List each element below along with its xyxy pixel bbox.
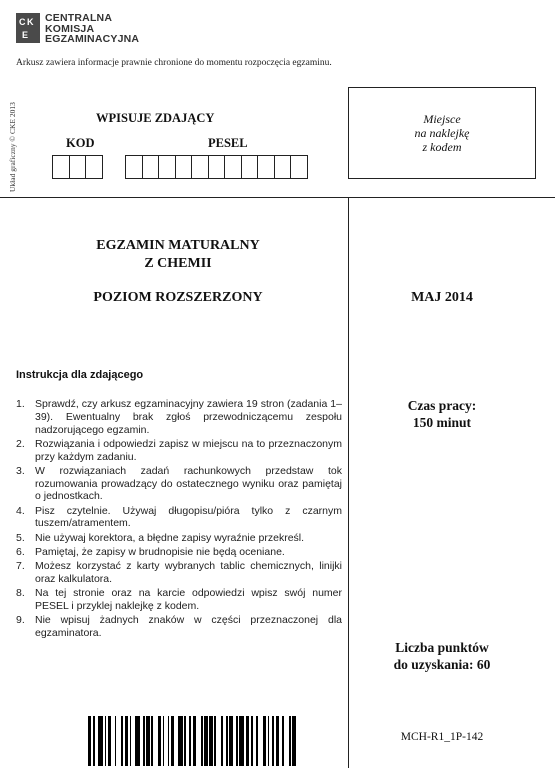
work-time-value: 150 minut — [412, 415, 472, 430]
exam-code: MCH-R1_1P-142 — [400, 731, 484, 743]
exam-title-line-2: Z CHEMII — [144, 256, 212, 271]
exam-level: POZIOM ROZSZERZONY — [93, 290, 263, 305]
confidentiality-notice: Arkusz zawiera informacje prawnie chronione do momentu rozpoczęcia egzaminu. — [16, 58, 332, 68]
kod-box[interactable] — [52, 155, 70, 179]
pesel-label: PESEL — [208, 136, 248, 150]
logo-wordmark — [45, 13, 139, 45]
cke-logo-icon — [16, 13, 40, 43]
instructions-list — [16, 398, 342, 641]
vertical-copyright — [8, 82, 20, 192]
list-item: 3. W rozwiązaniach zadań rachunkowych przedstaw tok rozumowania prowadzący do ostatecznego wyniku oraz pamiętaj o jednostkach. — [16, 464, 342, 503]
svg-text:C: C — [19, 17, 26, 27]
pesel-box[interactable] — [257, 155, 275, 179]
pesel-box[interactable] — [191, 155, 209, 179]
pesel-box[interactable] — [208, 155, 226, 179]
logo-line-3: EGZAMINACYJNA — [45, 33, 140, 45]
kod-box[interactable] — [85, 155, 103, 179]
horizontal-divider — [0, 197, 555, 198]
sticker-placeholder-box[interactable] — [348, 87, 536, 179]
instructions-title: Instrukcja dla zdającego — [16, 369, 144, 381]
pesel-box[interactable] — [175, 155, 193, 179]
work-time — [348, 397, 536, 431]
kod-input-boxes[interactable] — [52, 155, 102, 179]
student-fills-heading: WPISUJE ZDAJĄCY — [96, 111, 215, 125]
list-item: 5. Nie używaj korektora, a błędne zapisy wyraźnie przekreśl. — [16, 531, 305, 544]
kod-box[interactable] — [69, 155, 87, 179]
list-item: 8. Na tej stronie oraz na karcie odpowiedzi wpisz swój numer PESEL i przyklej naklejkę z kodem. — [16, 586, 342, 612]
list-item: 9. Nie wpisuj żadnych znaków w części przeznaczonej dla egzaminatora. — [16, 613, 342, 639]
pesel-box[interactable] — [142, 155, 160, 179]
list-item: 1. Sprawdź, czy arkusz egzaminacyjny zawiera 19 stron (zadania 1–39). Ewentualny brak zgłoś przewodniczącemu zespołu nadzorującego egzamin. — [16, 398, 342, 436]
list-item: 2. Rozwiązania i odpowiedzi zapisz w miejscu na to przeznaczonym przy każdym zadaniu. — [16, 437, 342, 463]
list-item: 7. Możesz korzystać z karty wybranych tablic chemicznych, linijki oraz kalkulatora. — [16, 559, 342, 585]
pesel-box[interactable] — [274, 155, 292, 179]
list-item: 4. Pisz czytelnie. Używaj długopisu/pióra tylko z czarnym tuszem/atramentem. — [16, 504, 342, 530]
pesel-box[interactable] — [158, 155, 176, 179]
points-value: do uzyskania: 60 — [393, 657, 491, 672]
logo-line-1: CENTRALNA — [45, 12, 113, 24]
points-label: Liczba punktów — [395, 640, 489, 655]
sticker-line-3: z kodem — [422, 140, 462, 154]
vertical-divider — [348, 198, 349, 768]
sticker-line-2: na naklejkę — [414, 126, 470, 140]
points-info — [348, 639, 536, 673]
pesel-box[interactable] — [224, 155, 242, 179]
sticker-line-1: Miejsce — [423, 112, 461, 126]
work-time-label: Czas pracy: — [407, 398, 477, 413]
exam-session: MAJ 2014 — [411, 290, 473, 305]
logo-line-2: KOMISJA — [45, 22, 95, 35]
list-item: 6. Pamiętaj, że zapisy w brudnopisie nie będą oceniane. — [16, 545, 285, 558]
pesel-input-boxes[interactable] — [125, 155, 307, 179]
pesel-box[interactable] — [125, 155, 143, 179]
barcode-bar — [296, 716, 298, 766]
svg-text:E: E — [22, 30, 29, 40]
pesel-box[interactable] — [290, 155, 308, 179]
pesel-box[interactable] — [241, 155, 259, 179]
exam-title-line-1: EGZAMIN MATURALNY — [96, 238, 260, 253]
barcode-icon — [88, 716, 298, 766]
svg-text:K: K — [27, 17, 34, 27]
vertical-copyright-text: Układ graficzny © CKE 2013 — [8, 102, 17, 192]
kod-label: KOD — [66, 136, 95, 150]
